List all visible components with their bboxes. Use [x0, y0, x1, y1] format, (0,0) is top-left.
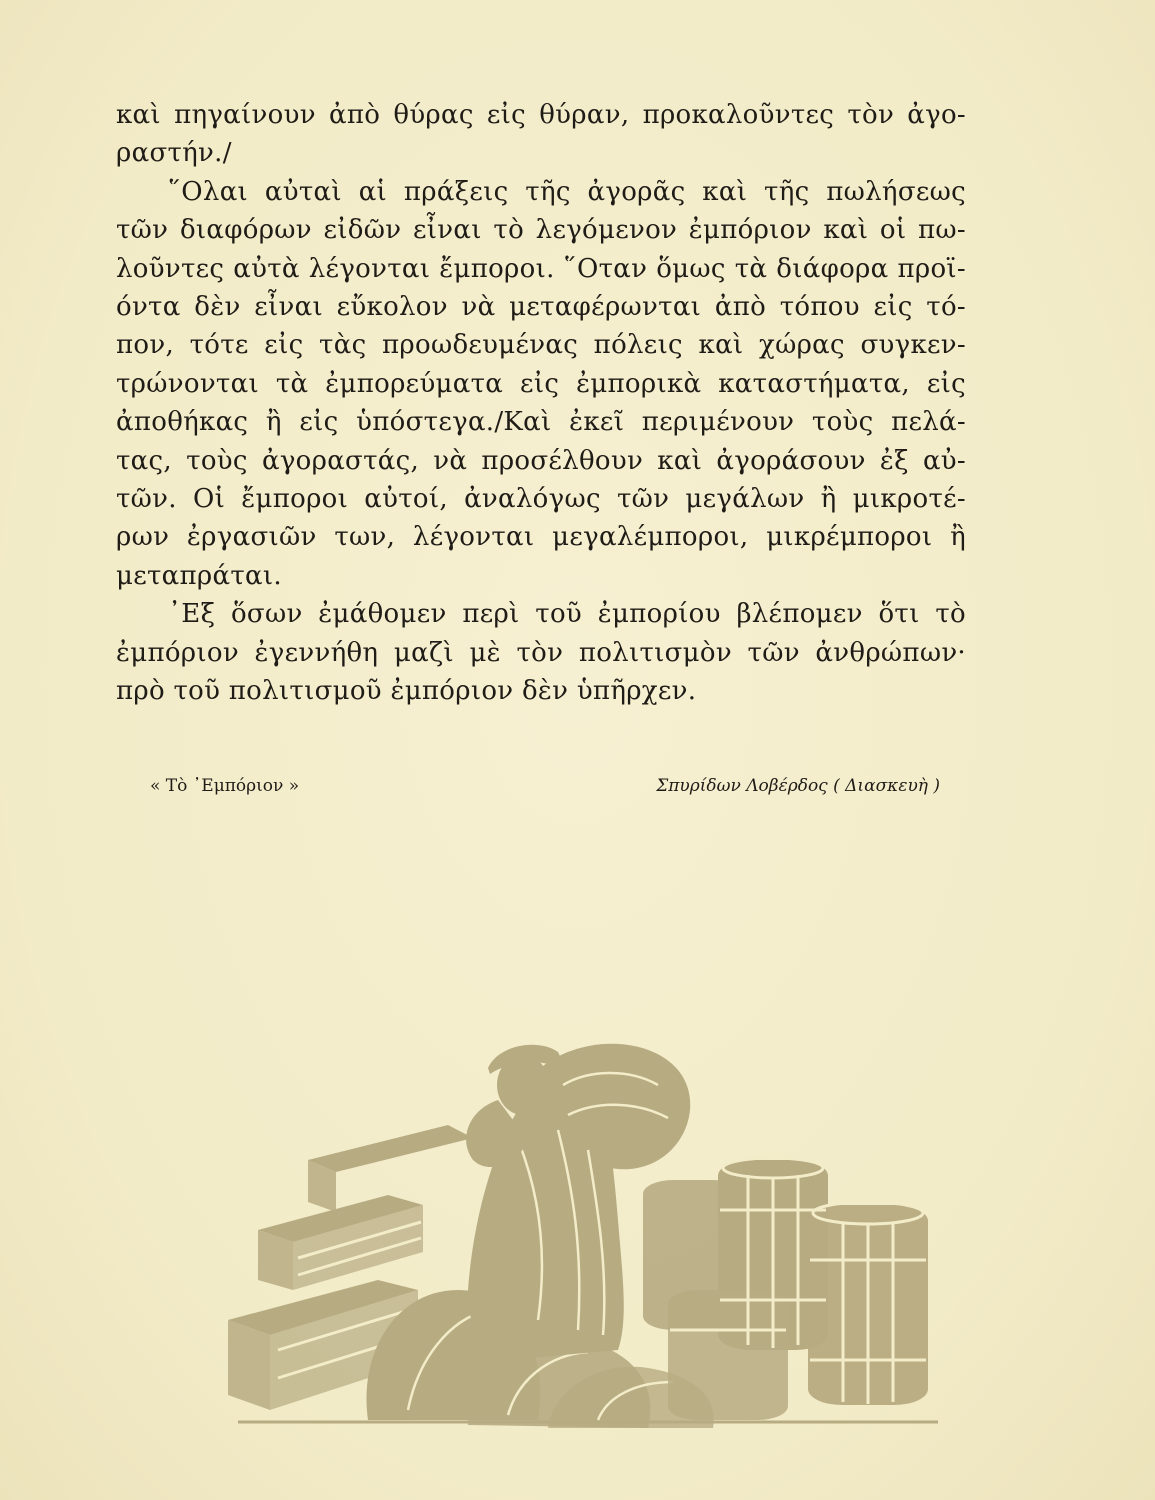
text-line: πρὸ τοῦ πολιτισμοῦ ἐμπόριον δὲν ὑπῆρχεν.: [116, 676, 697, 707]
porter-illustration: [218, 990, 958, 1430]
crate-shape: [308, 1125, 473, 1172]
text-line: τας, τοὺς ἀγοραστάς, νὰ προσέλθουν καὶ ἀγοράσουν ἐξ αὐ-: [116, 445, 966, 476]
text-line: ἀποθήκας ἢ εἰς ὑπόστεγα./Καὶ ἐκεῖ περιμένουν τοὺς πελά-: [116, 407, 966, 438]
crate-shape: [228, 1320, 270, 1410]
barrel-group: [643, 1160, 928, 1420]
citation-author: Σπυρίδων Λοβέρδος ( Διασκευὴ ): [656, 776, 940, 796]
barrel-shape: [668, 1290, 788, 1420]
text-line: καὶ πηγαίνουν ἀπὸ θύρας εἰς θύραν, προκαλοῦντες τὸν ἀγο-: [116, 100, 966, 130]
text-line: λοῦντες αὐτὰ λέγονται ἔμποροι. ῞Οταν ὅμως τὰ διάφορα προϊ-: [116, 253, 966, 284]
text-line: πον, τότε εἰς τὰς προωδευμένας πόλεις καὶ χώρας συγκεν-: [116, 330, 966, 361]
text-line: όντα δὲν εἶναι εὔκολον νὰ μεταφέρωνται ἀπὸ τόπου εἰς τό-: [116, 292, 966, 323]
text-line: ῞Ολαι αὐταὶ αἱ πράξεις τῆς ἀγορᾶς καὶ τῆς πωλήσεως: [168, 176, 966, 207]
text-line: τῶν διαφόρων εἰδῶν εἶναι τὸ λεγόμενον ἐμπόριον καὶ οἱ πω-: [116, 215, 966, 246]
text-line: τρώνονται τὰ ἐμπορεύματα εἰς ἐμπορικὰ καταστήματα, εἰς: [116, 368, 966, 399]
text-line: ἐμπόριον ἐγεννήθη μαζὶ μὲ τὸν πολιτισμὸν τῶν ἀνθρώπων·: [116, 637, 966, 668]
body-text: [116, 96, 966, 711]
text-line: ᾿Εξ ὅσων ἐμάθομεν περὶ τοῦ ἐμπορίου βλέπομεν ὅτι τὸ: [168, 599, 966, 630]
citation: [150, 776, 940, 796]
citation-title: « Τὸ ᾿Εμπόριον »: [150, 776, 300, 796]
text-line: ραστήν./: [116, 138, 232, 169]
text-line: μεταπράται.: [116, 560, 282, 591]
text-line: ρων ἐργασιῶν των, λέγονται μεγαλέμποροι, μικρέμποροι ἢ: [116, 522, 966, 553]
text-line: τῶν. Οἱ ἔμποροι αὐτοί, ἀναλόγως τῶν μεγάλων ἢ μικροτέ-: [116, 484, 966, 515]
